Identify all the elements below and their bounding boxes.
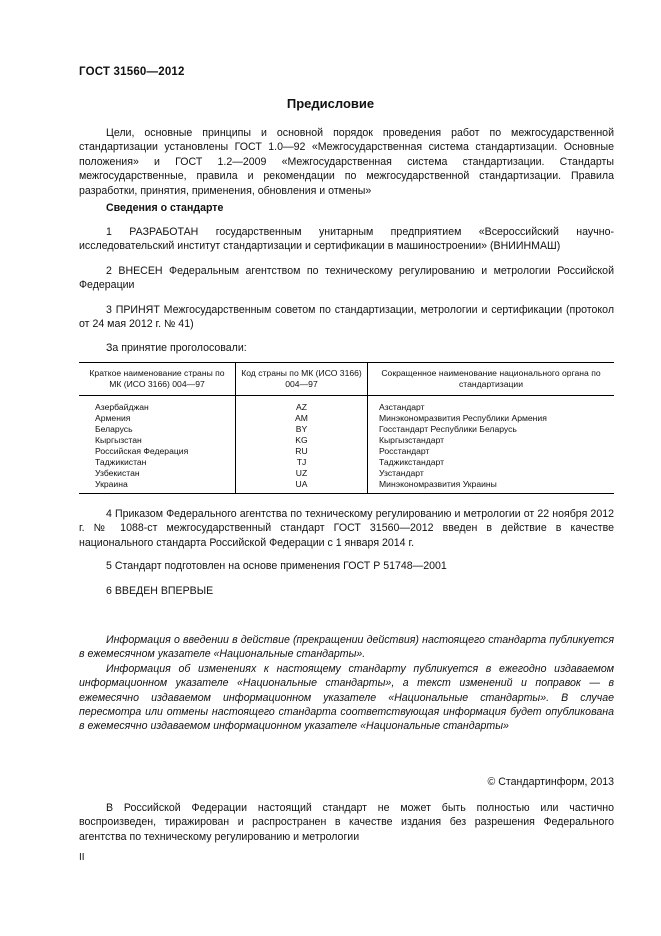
info-paragraph-2: Информация об изменениях к настоящему стандарту публикуется в ежегодно издаваемом информационном указателе «Национальные стандарты», а текст изменений и поправок — в ежемесячно издаваемом информационном указателе «Национальные стандарты». В случае пересмотра или отмены настоящего стандарта соответствующая информация будет опубликована в ежемесячно издаваемом информационном указателе «Национальные стандарты» bbox=[79, 662, 614, 733]
table-cell-country: Украина bbox=[79, 479, 236, 494]
notice-text: В Российской Федерации настоящий стандарт не может быть полностью или частично воспроизведен, тиражирован и распространен в качестве издания без разрешения Федерального агентства по техническому регулированию и метрологии bbox=[79, 802, 614, 843]
table-cell-code: AM bbox=[236, 413, 368, 424]
table-cell-body: Азстандарт bbox=[368, 402, 615, 413]
table-row bbox=[79, 424, 614, 435]
vote-table-header-code: Код страны по МК (ИСО 3166) 004—97 bbox=[236, 363, 368, 396]
item-5-text: 5 Стандарт подготовлен на основе применения ГОСТ Р 51748—2001 bbox=[106, 560, 447, 572]
table-cell-body: Узстандарт bbox=[368, 468, 615, 479]
item-2-text: 2 ВНЕСЕН Федеральным агентством по техническому регулированию и метрологии Российской Федерации bbox=[79, 265, 614, 292]
info-paragraph-1: Информация о введении в действие (прекращении действия) настоящего стандарта публикуется в ежемесячном указателе «Национальные стандарты». bbox=[79, 634, 614, 661]
item-3 bbox=[79, 303, 614, 332]
section-heading-block bbox=[79, 201, 614, 215]
item-6 bbox=[79, 584, 614, 598]
document-code-header: ГОСТ 31560—2012 bbox=[79, 66, 185, 78]
item-4 bbox=[79, 507, 614, 550]
intro-text: Цели, основные принципы и основной порядок проведения работ по межгосударственной стандартизации установлены ГОСТ 1.0—92 «Межгосударственная система стандартизации. Основные положения» и ГОСТ 1.2—2009 «Межгосударственная система стандартизации. Стандарты межгосударственные, правила и рекомендации по межгосударственной стандартизации. Правила разработки, принятия, применения, обновления и отмены» bbox=[79, 127, 614, 197]
table-row bbox=[79, 457, 614, 468]
table-row bbox=[79, 413, 614, 424]
table-cell-code: UZ bbox=[236, 468, 368, 479]
item-2 bbox=[79, 264, 614, 293]
vote-table-header-body: Сокращенное наименование национального органа по стандартизации bbox=[368, 363, 615, 396]
table-row bbox=[79, 402, 614, 413]
table-cell-body: Госстандарт Республики Беларусь bbox=[368, 424, 615, 435]
table-cell-code: RU bbox=[236, 446, 368, 457]
info-block bbox=[79, 633, 614, 734]
vote-label-block bbox=[79, 341, 614, 355]
item-3-text: 3 ПРИНЯТ Межгосударственным советом по стандартизации, метрологии и сертификации (протокол от 24 мая 2012 г. № 41) bbox=[79, 304, 614, 331]
table-row bbox=[79, 435, 614, 446]
table-cell-code: UA bbox=[236, 479, 368, 494]
item-1 bbox=[79, 225, 614, 254]
table-cell-code: TJ bbox=[236, 457, 368, 468]
table-cell-body: Минэкономразвития Украины bbox=[368, 479, 615, 494]
vote-label: За принятие проголосовали: bbox=[106, 342, 247, 354]
table-cell-code: KG bbox=[236, 435, 368, 446]
table-cell-body: Минэкономразвития Республики Армения bbox=[368, 413, 615, 424]
table-cell-country: Кыргызстан bbox=[95, 435, 142, 445]
table-cell-country: Таджикистан bbox=[95, 457, 147, 467]
item-5 bbox=[79, 559, 614, 573]
table-cell-code: BY bbox=[236, 424, 368, 435]
table-cell-body: Таджикстандарт bbox=[368, 457, 615, 468]
section-heading: Сведения о стандарте bbox=[106, 202, 224, 214]
intro-paragraph bbox=[79, 126, 614, 198]
table-cell-country: Узбекистан bbox=[95, 468, 140, 478]
page-title: Предисловие bbox=[286, 96, 375, 111]
item-6-text: 6 ВВЕДЕН ВПЕРВЫЕ bbox=[106, 585, 214, 597]
page-number: II bbox=[79, 852, 85, 863]
vote-table-header-country: Краткое наименование страны по МК (ИСО 3166) 004—97 bbox=[79, 363, 236, 396]
table-cell-country: Беларусь bbox=[95, 424, 133, 434]
table-cell-body: Росстандарт bbox=[368, 446, 615, 457]
table-cell-country: Российская Федерация bbox=[95, 446, 189, 456]
vote-table-header-row bbox=[79, 363, 614, 396]
table-row bbox=[79, 468, 614, 479]
table-cell-body: Кыргызстандарт bbox=[368, 435, 615, 446]
item-1-text: 1 РАЗРАБОТАН государственным унитарным предприятием «Всероссийский научно-исследовательский институт стандартизации и сертификации в машиностроении» (ВНИИНМАШ) bbox=[79, 226, 614, 253]
table-row bbox=[79, 479, 614, 494]
vote-table bbox=[79, 362, 614, 494]
item-4-text: 4 Приказом Федерального агентства по техническому регулированию и метрологии от 22 ноября 2012 г. № 1088-ст межгосударственный стандарт ГОСТ 31560—2012 введен в действие в качестве национального стандарта Российской Федерации с 1 января 2014 г. bbox=[79, 508, 614, 549]
table-cell-country: Азербайджан bbox=[95, 402, 149, 412]
copyright: © Стандартинформ, 2013 bbox=[487, 776, 614, 788]
table-cell-code: AZ bbox=[236, 402, 368, 413]
notice-block bbox=[79, 801, 614, 844]
table-row bbox=[79, 446, 614, 457]
table-cell-country: Армения bbox=[95, 413, 131, 423]
